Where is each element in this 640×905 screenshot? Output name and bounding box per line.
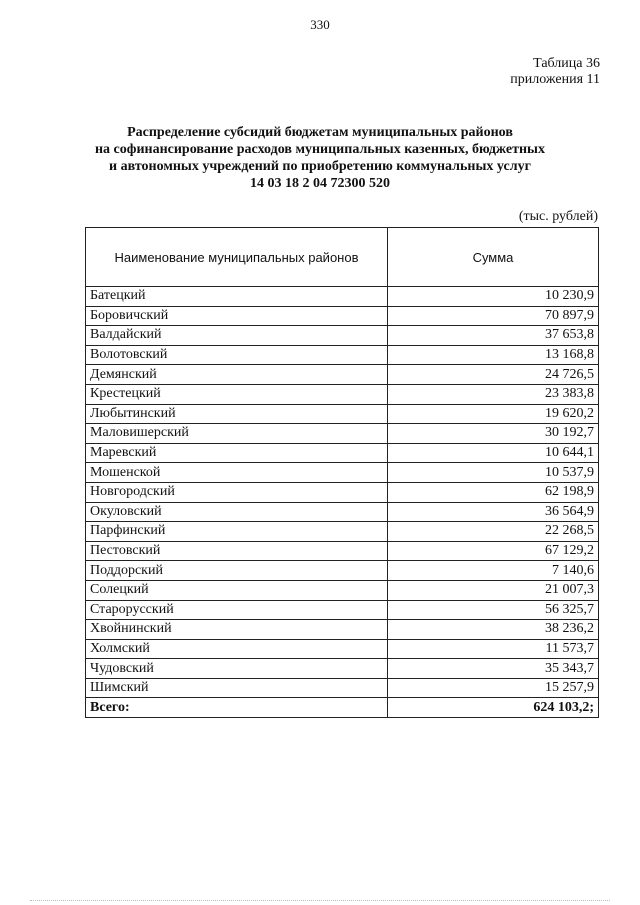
district-sum: 19 620,2 <box>388 404 599 424</box>
district-name: Старорусский <box>86 600 388 620</box>
district-sum: 56 325,7 <box>388 600 599 620</box>
district-sum: 11 573,7 <box>388 639 599 659</box>
header-sum: Сумма <box>388 228 599 287</box>
table-row <box>86 561 599 581</box>
district-sum: 36 564,9 <box>388 502 599 522</box>
table-row <box>86 345 599 365</box>
table-row <box>86 443 599 463</box>
total-row <box>86 698 599 718</box>
district-name: Волотовский <box>86 345 388 365</box>
district-name: Хвойнинский <box>86 620 388 640</box>
district-sum: 21 007,3 <box>388 580 599 600</box>
district-name: Валдайский <box>86 326 388 346</box>
district-name: Парфинский <box>86 522 388 542</box>
district-sum: 38 236,2 <box>388 620 599 640</box>
subsidy-table <box>85 227 599 718</box>
district-name: Солецкий <box>86 580 388 600</box>
district-name: Окуловский <box>86 502 388 522</box>
title-line3: и автономных учреждений по приобретению коммунальных услуг <box>109 159 531 174</box>
district-sum: 67 129,2 <box>388 541 599 561</box>
district-name: Боровичский <box>86 306 388 326</box>
district-name: Батецкий <box>86 287 388 307</box>
district-name: Демянский <box>86 365 388 385</box>
table-row <box>86 463 599 483</box>
scan-edge-artifact <box>30 898 610 901</box>
table-row <box>86 580 599 600</box>
district-name: Пестовский <box>86 541 388 561</box>
district-name: Шимский <box>86 678 388 698</box>
header-name: Наименование муниципальных районов <box>86 228 388 287</box>
district-sum: 7 140,6 <box>388 561 599 581</box>
table-row <box>86 502 599 522</box>
table-row <box>86 678 599 698</box>
table-row <box>86 384 599 404</box>
table-row <box>86 404 599 424</box>
district-sum: 37 653,8 <box>388 326 599 346</box>
district-sum: 10 230,9 <box>388 287 599 307</box>
table-row <box>86 600 599 620</box>
district-sum: 23 383,8 <box>388 384 599 404</box>
district-name: Маревский <box>86 443 388 463</box>
table-row <box>86 522 599 542</box>
district-sum: 62 198,9 <box>388 482 599 502</box>
district-sum: 15 257,9 <box>388 678 599 698</box>
table-row <box>86 482 599 502</box>
total-sum: 624 103,2; <box>388 698 599 718</box>
district-sum: 22 268,5 <box>388 522 599 542</box>
table-row <box>86 620 599 640</box>
district-name: Крестецкий <box>86 384 388 404</box>
table-row <box>86 541 599 561</box>
units-label: (тыс. рублей) <box>518 209 598 224</box>
page-number: 330 <box>310 17 330 32</box>
table-row <box>86 424 599 444</box>
table-header-row <box>86 228 599 287</box>
budget-code: 14 03 18 2 04 72300 520 <box>250 176 390 191</box>
table-ref-line1: Таблица 36 <box>533 56 600 71</box>
district-name: Чудовский <box>86 659 388 679</box>
table-row <box>86 365 599 385</box>
district-name: Новгородский <box>86 482 388 502</box>
district-name: Мошенской <box>86 463 388 483</box>
district-sum: 13 168,8 <box>388 345 599 365</box>
district-name: Холмский <box>86 639 388 659</box>
table-ref-line2: приложения 11 <box>510 72 600 87</box>
district-sum: 35 343,7 <box>388 659 599 679</box>
document-title <box>0 124 640 192</box>
district-sum: 10 644,1 <box>388 443 599 463</box>
table-row <box>86 326 599 346</box>
district-name: Поддорский <box>86 561 388 581</box>
table-row <box>86 639 599 659</box>
title-line1: Распределение субсидий бюджетам муниципальных районов <box>127 125 513 140</box>
table-row <box>86 659 599 679</box>
table-body <box>86 287 599 718</box>
district-sum: 10 537,9 <box>388 463 599 483</box>
district-sum: 30 192,7 <box>388 424 599 444</box>
total-label: Всего: <box>86 698 388 718</box>
table-row <box>86 287 599 307</box>
table-reference <box>510 56 600 88</box>
district-name: Маловишерский <box>86 424 388 444</box>
district-name: Любытинский <box>86 404 388 424</box>
table-row <box>86 306 599 326</box>
title-line2: на софинансирование расходов муниципальных казенных, бюджетных <box>94 142 545 157</box>
district-sum: 24 726,5 <box>388 365 599 385</box>
district-sum: 70 897,9 <box>388 306 599 326</box>
